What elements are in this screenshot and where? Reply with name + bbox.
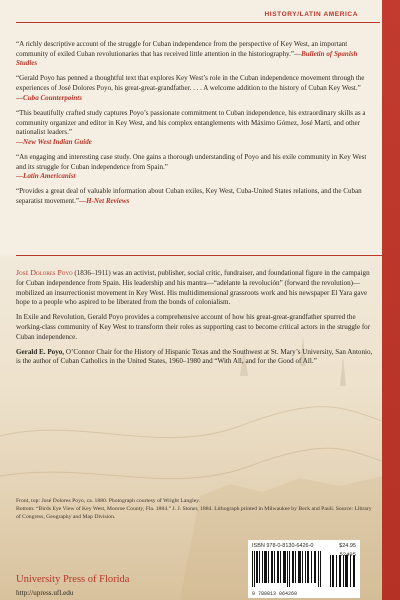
review-text: “This beautifully crafted study captures Poyo’s passionate commitment to Cuban independence, his extraordinary skills as a community organizer and editor in Key West, and his complex entanglements with Máximo Gómez, José Martí, and other nationalist leaders.” xyxy=(16,108,366,137)
subject-label: HISTORY/LATIN AMERICA xyxy=(264,11,358,18)
review-quote xyxy=(16,187,376,206)
price-addon-digits: 52495 xyxy=(339,551,356,558)
publisher-name: University Press of Florida xyxy=(16,574,130,585)
review-text: “Provides a great deal of valuable information about Cuban exiles, Key West, Cuba-United States relations, and the Cuban separatist movement.” xyxy=(16,187,362,206)
top-rule xyxy=(16,22,380,23)
description-paragraph xyxy=(16,268,376,308)
barcode-digits: 9 780813 064260 xyxy=(252,591,298,597)
review-source: Bulletin of Spanish Studies xyxy=(16,49,358,68)
author-name: Gerald E. Poyo, xyxy=(16,347,65,356)
review-quote xyxy=(16,153,376,182)
front-credit: Front, top: José Dolores Poyo, ca. 1880. Photograph courtesy of Wright Langley. xyxy=(16,498,201,504)
subject-name: José Dolores Poyo xyxy=(16,268,73,277)
author-bio-text: O’Connor Chair for the History of Hispanic Texas and the Southwest at St. Mary’s University, San Antonio, is the author of Cuban Catholics in the United States, 1960–1980 and “With All, and for the Good of All.” xyxy=(16,347,373,366)
review-source: —Latin Americanist xyxy=(16,172,76,181)
reviews-section xyxy=(16,40,376,212)
back-cover-top xyxy=(0,0,382,255)
bottom-credit: Bottom: “Birds Eye View of Key West, Monroe County, Fla. 1884.” J. J. Stoner, 1884. Lithograph printed in Milwaukee by Beck and Pauli. Source: Library of Congress, Geography and Map Division. xyxy=(16,505,372,520)
author-bio xyxy=(16,348,376,368)
review-quote xyxy=(16,40,376,69)
description-text: (1836–1911) was an activist, publisher, social critic, fundraiser, and foundational figure in the campaign for Cuban independence from Spain. His leadership and his mantra—“adelante la revolución” (forward the revolution)—mobilized an insurrectionist movement in Key West. His multidimensional grassroots work and his newspaper El Yara gave hope to a people who aspired to be liberated from the bonds of colonialism. xyxy=(16,269,370,307)
price-text: $24.95 xyxy=(339,543,356,549)
review-source: —Cuba Counterpoints xyxy=(16,93,82,102)
review-quote xyxy=(16,109,376,148)
description-block xyxy=(16,268,376,372)
barcode-box xyxy=(248,540,360,598)
review-text: “Gerald Poyo has penned a thoughtful text that explores Key West’s role in the Cuban independence movement through the experiences of José Dolores Poyo, his great-great-grandfather. . . . A welcome addition to the history of Cuban Key West.” xyxy=(16,74,365,93)
spine-stripe xyxy=(382,0,400,600)
map-background-panel xyxy=(0,256,382,600)
description-paragraph: In Exile and Revolution, Gerald Poyo provides a comprehensive account of how his great-great-grandfather spurred the working-class community of Key West to transform their roles as supporting cast to become critical actors in the struggle for Cuban independence. xyxy=(16,313,371,341)
publisher-url[interactable]: http://upress.ufl.edu xyxy=(16,589,74,597)
review-source: —New West Indian Guide xyxy=(16,137,92,146)
review-text: “A richly descriptive account of the struggle for Cuban independence from the perspective of Key West, an important community of exiled Cuban revolutionaries that has received little attention in the historiography.”— xyxy=(16,40,348,58)
image-credits xyxy=(16,498,376,521)
review-text: “An engaging and interesting case study. One gains a thorough understanding of Poyo and his exile community in Key West and its struggle for Cuban independence from Spain.” xyxy=(16,152,367,171)
review-quote xyxy=(16,74,376,103)
isbn-text: ISBN 978-0-8130-6426-0 xyxy=(252,543,314,549)
review-source: —H-Net Reviews xyxy=(79,197,130,206)
